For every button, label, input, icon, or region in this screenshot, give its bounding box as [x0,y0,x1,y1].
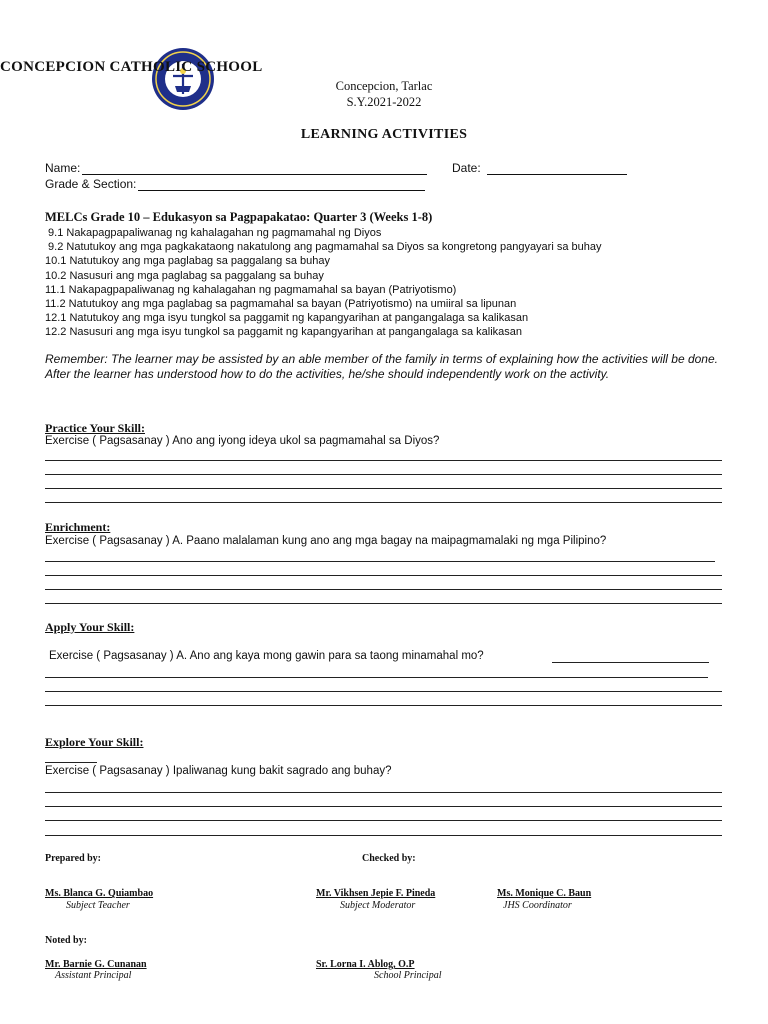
answer-line[interactable] [45,762,97,763]
list-item: 9.2 Natutukoy ang mga pagkakataong nakatulong ang pagmamahal sa Diyos sa kongretong pangyayari sa buhay [45,241,602,254]
signatory-name: Mr. Vikhsen Jepie F. Pineda [316,888,436,899]
practice-title: Practice Your Skill: [45,421,145,435]
name-field[interactable] [45,161,427,175]
list-item: 11.2 Natutukoy ang mga paglabag sa pagmamahal sa bayan (Patriyotismo) na umiiral sa lipunan [45,298,517,311]
answer-line[interactable] [45,677,708,678]
grade-section-label: Grade & Section: [45,177,137,191]
answer-line[interactable] [45,589,722,590]
melc-title: MELCs Grade 10 – Edukasyon sa Pagpapakatao: Quarter 3 (Weeks 1-8) [45,210,433,224]
answer-line[interactable] [45,474,722,475]
grade-section-line[interactable] [138,178,425,191]
name-label: Name: [45,161,81,175]
answer-line[interactable] [45,792,722,793]
explore-title: Explore Your Skill: [45,735,144,749]
answer-line[interactable] [45,575,722,576]
answer-line[interactable] [552,662,709,663]
list-item: 9.1 Nakapagpapaliwanag ng kahalagahan ng pagmamahal ng Diyos [45,227,382,239]
date-field[interactable] [452,161,627,175]
checked-by-label: Checked by: [362,853,416,864]
signatory-role: Subject Teacher [66,900,130,911]
signatory-name: Ms. Monique C. Baun [497,888,592,899]
explore-question: Exercise ( Pagsasanay ) Ipaliwanag kung bakit sagrado ang buhay? [45,765,392,777]
list-item: 10.2 Nasusuri ang mga paglabag sa paggalang sa buhay [45,269,324,282]
answer-line[interactable] [45,705,722,706]
grade-section-field[interactable] [45,177,425,191]
signatory-name: Mr. Barnie G. Cunanan [45,959,147,970]
answer-line[interactable] [45,820,722,821]
list-item: 12.2 Nasusuri ang mga isyu tungkol sa paggamit ng kapangyarihan at pangangalaga sa kalikasan [45,326,522,339]
answer-line[interactable] [45,488,722,489]
answer-line[interactable] [45,806,722,807]
signatory-name: Ms. Blanca G. Quiambao [45,888,154,899]
apply-question: Exercise ( Pagsasanay ) A. Ano ang kaya mong gawin para sa taong minamahal mo? [49,650,484,662]
answer-line[interactable] [45,835,722,836]
name-line[interactable] [82,162,427,175]
noted-by-label: Noted by: [45,935,87,946]
signatory-role: School Principal [374,970,442,981]
school-name: CONCEPCION CATHOLIC SCHOOL [0,59,263,75]
date-label: Date: [452,161,481,175]
answer-line[interactable] [45,603,722,604]
enrichment-title: Enrichment: [45,520,111,534]
list-item: 10.1 Natutukoy ang mga paglabag sa paggalang sa buhay [45,255,330,268]
list-item: 12.1 Natutukoy ang mga isyu tungkol sa paggamit ng kapangyarihan at pangangalaga sa kalikasan [45,312,529,325]
answer-line[interactable] [45,502,722,503]
page-title: LEARNING ACTIVITIES [300,127,468,142]
signatory-name: Sr. Lorna I. Ablog, O.P [316,959,415,970]
date-line[interactable] [487,162,627,175]
signatory-role: Subject Moderator [340,900,416,911]
answer-line[interactable] [45,561,715,562]
enrichment-question: Exercise ( Pagsasanay ) A. Paano malalaman kung ano ang mga bagay na maipagmamalaki ng mga Pilipino? [45,535,607,547]
signatory-role: JHS Coordinator [503,900,572,911]
melc-list [45,226,601,340]
practice-question: Exercise ( Pagsasanay ) Ano ang iyong ideya ukol sa pagmamahal sa Diyos? [45,435,440,447]
remember-note: Remember: The learner may be assisted by an able member of the family in terms of explaining how the activities will be done. After the learner has understood how to do the activities, he/she should independently work on the activity. [45,352,718,381]
prepared-by-label: Prepared by: [45,853,102,864]
school-year: S.Y.2021-2022 [346,95,422,109]
list-item: 11.1 Nakapagpapaliwanag ng kahalagahan ng pagmamahal sa bayan (Patriyotismo) [45,283,457,296]
answer-line[interactable] [45,460,722,461]
signatory-role: Assistant Principal [55,970,132,981]
apply-title: Apply Your Skill: [45,620,135,634]
answer-line[interactable] [45,691,722,692]
school-location: Concepcion, Tarlac [335,79,433,93]
